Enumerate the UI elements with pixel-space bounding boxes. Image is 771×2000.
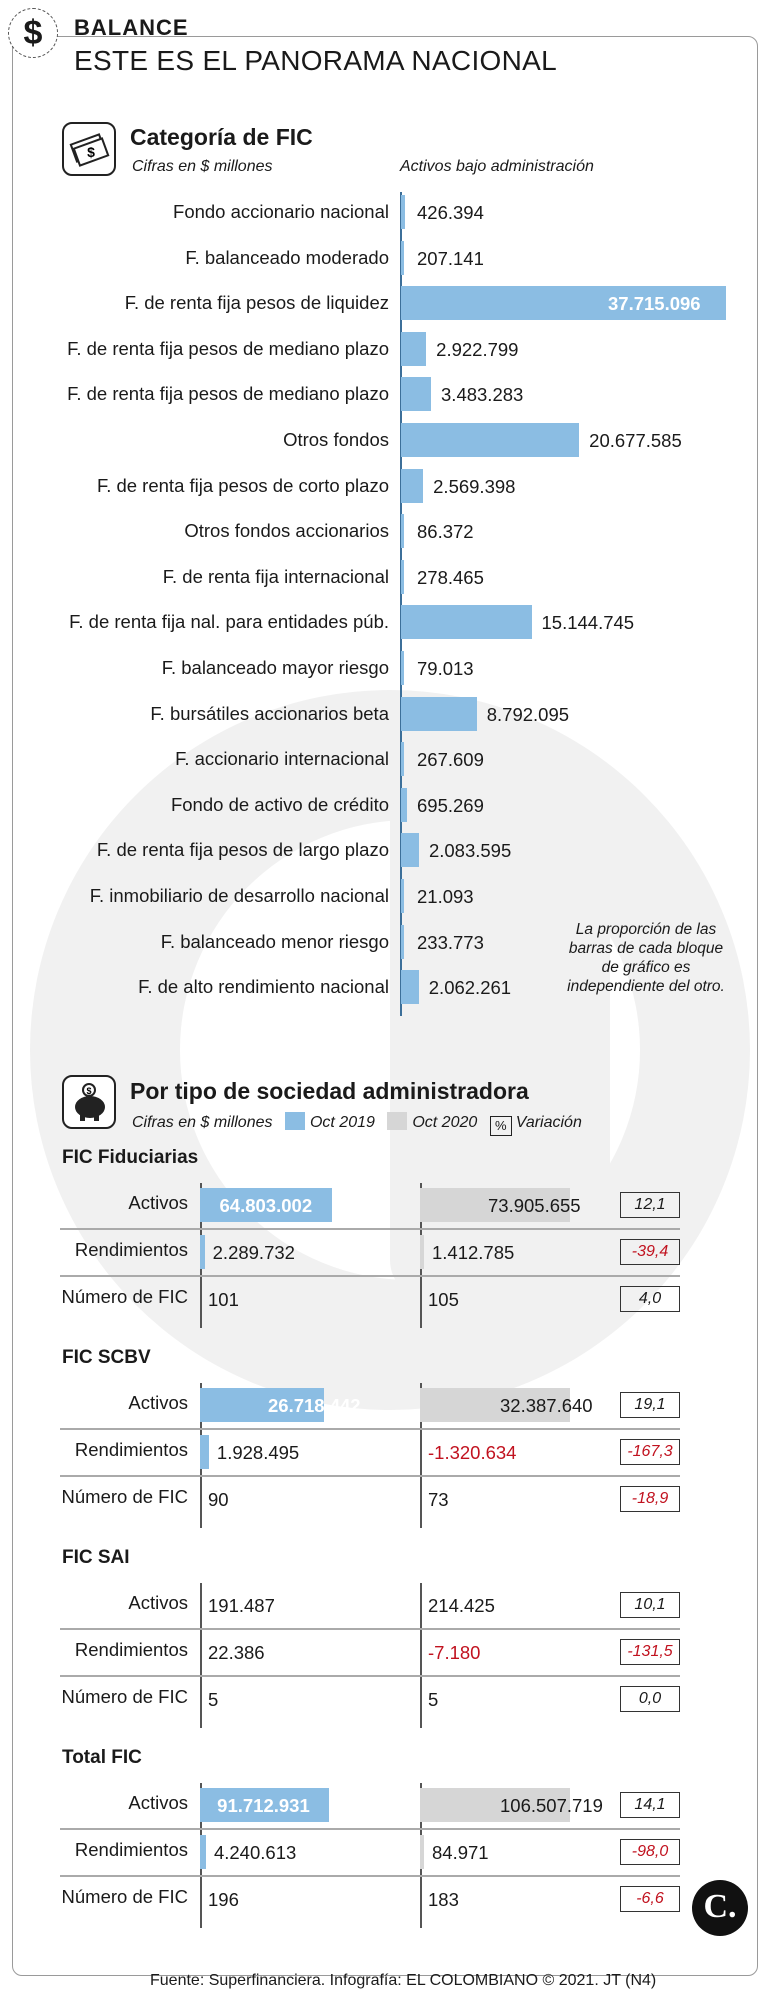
cell-oct2019: 4.240.613 [213, 1842, 297, 1863]
category-value-label: 695.269 [417, 794, 484, 816]
cell-oct2019: 90 [208, 1489, 229, 1510]
percent-icon: % [490, 1116, 512, 1136]
cell-oct2020: 105 [428, 1289, 459, 1310]
category-bar [401, 560, 404, 594]
row-label: Rendimientos [74, 1439, 188, 1460]
category-label: Otros fondos [283, 429, 389, 450]
legend-swatch-2019 [285, 1112, 305, 1130]
variation-box: -39,4 [620, 1239, 680, 1265]
independent-scale-note: La proporción de las barras de cada bloque de gráfico es independiente del otro. [567, 921, 725, 995]
category-label: F. de alto rendimiento nacional [138, 976, 389, 998]
category-label: F. de renta fija pesos de liquidez [124, 292, 389, 314]
row-divider [60, 1828, 680, 1830]
category-label: F. de renta fija pesos de largo plazo [96, 839, 389, 861]
category-bar [401, 879, 404, 913]
cell-oct2020: 84.971 [432, 1842, 489, 1863]
bar-oct2019 [200, 1835, 206, 1869]
category-units: Cifras en $ millones [132, 158, 273, 175]
category-bar [401, 697, 477, 731]
cell-oct2020: 5 [428, 1689, 439, 1710]
row-divider [60, 1428, 680, 1430]
category-value-label: 426.394 [417, 202, 484, 223]
source-footer: Fuente: Superfinanciera. Infografía: EL COLOMBIANO © 2021. JT (N4) [150, 1972, 657, 1989]
category-bar [401, 925, 404, 959]
bar-oct2019 [200, 1235, 205, 1269]
cell-oct2020: 106.507.719 [500, 1795, 603, 1816]
category-bar [401, 195, 405, 229]
variation-box: -6,6 [620, 1886, 680, 1912]
category-label: Fondo accionario nacional [173, 201, 389, 222]
category-label: Fondo de activo de crédito [170, 793, 389, 815]
variation-box: 12,1 [620, 1192, 680, 1218]
category-bar [401, 332, 426, 366]
category-label: F. inmobiliario de desarrollo nacional [89, 885, 389, 906]
row-label: Número de FIC [61, 1686, 188, 1707]
legend-label-2020: Oct 2020 [412, 1114, 478, 1131]
page-title: ESTE ES EL PANORAMA NACIONAL [74, 45, 557, 76]
category-bar [401, 605, 532, 639]
category-value-label: 79.013 [417, 658, 474, 679]
variation-box: -98,0 [620, 1839, 680, 1865]
money-bills-icon [62, 122, 116, 176]
category-value-label: 2.922.799 [436, 338, 519, 360]
group-title: FIC SCBV [62, 1347, 151, 1368]
bar-oct2020 [420, 1835, 424, 1869]
legend-label-variation: Variación [515, 1114, 582, 1131]
category-label: F. bursátiles accionarios beta [150, 702, 389, 724]
category-bar [401, 377, 431, 411]
category-bar [401, 514, 404, 548]
cell-oct2020: 73 [428, 1489, 449, 1510]
group-separator-2020 [420, 1583, 422, 1728]
svg-text:$: $ [87, 144, 95, 160]
category-label: F. balanceado mayor riesgo [161, 657, 389, 678]
svg-text:$: $ [86, 1086, 92, 1096]
cell-oct2020: 73.905.655 [488, 1195, 581, 1216]
cell-oct2020: -1.320.634 [428, 1442, 517, 1463]
row-label: Número de FIC [61, 1286, 188, 1307]
row-divider [60, 1628, 680, 1630]
category-value-label: 2.062.261 [428, 977, 512, 999]
category-value-label: 233.773 [417, 931, 484, 953]
category-title: Categoría de FIC [130, 124, 313, 150]
dollar-sign-icon: $ [8, 8, 58, 58]
cell-oct2019: 196 [208, 1889, 239, 1910]
row-label: Activos [128, 1792, 188, 1813]
variation-box: -167,3 [620, 1439, 680, 1465]
cell-oct2019: 26.718.442 [268, 1395, 361, 1416]
variation-box: 4,0 [620, 1286, 680, 1312]
row-divider [60, 1275, 680, 1277]
row-label: Número de FIC [61, 1486, 188, 1507]
category-value-label: 86.372 [417, 521, 474, 543]
category-value-label: 8.792.095 [486, 703, 570, 725]
category-column-header: Activos bajo administración [400, 158, 594, 175]
category-bar [401, 651, 404, 685]
category-value-label: 2.569.398 [433, 475, 516, 497]
cell-oct2020: 214.425 [428, 1595, 495, 1616]
variation-box: 19,1 [620, 1392, 680, 1418]
category-bar [401, 423, 579, 457]
bar-oct2020 [420, 1235, 424, 1269]
variation-box: 14,1 [620, 1792, 680, 1818]
row-divider [60, 1475, 680, 1477]
society-legend [132, 1112, 582, 1136]
variation-box: 0,0 [620, 1686, 680, 1712]
category-bar [401, 469, 423, 503]
row-label: Número de FIC [61, 1886, 188, 1907]
category-bar [401, 742, 404, 776]
category-value-label: 15.144.745 [541, 612, 635, 634]
variation-box: 10,1 [620, 1592, 680, 1618]
category-bar [401, 833, 419, 867]
bar-oct2019 [200, 1435, 209, 1469]
cell-oct2019: 22.386 [208, 1642, 265, 1663]
legend-label-2019: Oct 2019 [309, 1114, 375, 1131]
cell-oct2019: 1.928.495 [216, 1442, 300, 1463]
group-title: FIC Fiduciarias [62, 1147, 199, 1168]
society-title: Por tipo de sociedad administradora [130, 1078, 529, 1104]
category-label: F. de renta fija nal. para entidades púb. [69, 611, 389, 633]
cell-oct2019: 2.289.732 [212, 1242, 295, 1263]
category-value-label: 20.677.585 [589, 430, 682, 451]
legend-swatch-2020 [387, 1112, 407, 1130]
row-label: Activos [128, 1392, 188, 1413]
row-divider [60, 1875, 680, 1877]
piggy-bank-icon [62, 1075, 116, 1129]
row-divider [60, 1675, 680, 1677]
category-value-label: 3.483.283 [441, 384, 524, 406]
row-label: Activos [128, 1592, 188, 1613]
category-bar [401, 788, 407, 822]
cell-oct2020: 183 [428, 1889, 459, 1910]
cell-oct2019: 191.487 [208, 1595, 275, 1616]
el-colombiano-logo: C. [692, 1880, 748, 1936]
variation-box: -18,9 [620, 1486, 680, 1512]
cell-oct2019: 91.712.931 [217, 1795, 310, 1816]
category-label: F. de renta fija pesos de mediano plazo [67, 337, 389, 359]
category-value-label: 207.141 [417, 247, 484, 269]
category-value-label: 278.465 [417, 566, 484, 588]
group-title: Total FIC [62, 1747, 142, 1768]
cell-oct2019: 101 [208, 1289, 239, 1310]
category-bar [401, 970, 419, 1004]
category-value-label: 267.609 [417, 749, 484, 771]
category-label: F. de renta fija pesos de corto plazo [96, 474, 389, 496]
variation-box: -131,5 [620, 1639, 680, 1665]
group-title: FIC SAI [62, 1547, 130, 1568]
row-label: Rendimientos [74, 1239, 188, 1260]
group-separator-2019 [200, 1583, 202, 1728]
category-label: F. balanceado moderado [185, 246, 389, 268]
row-label: Activos [128, 1192, 188, 1213]
cell-oct2020: 1.412.785 [432, 1242, 515, 1263]
cell-oct2020: 32.387.640 [500, 1395, 593, 1416]
category-value-label: 2.083.595 [428, 840, 512, 862]
category-label: F. accionario internacional [175, 748, 389, 770]
row-label: Rendimientos [74, 1839, 188, 1860]
row-divider [60, 1228, 680, 1230]
cell-oct2019: 64.803.002 [219, 1195, 313, 1216]
category-label: Otros fondos accionarios [184, 520, 389, 542]
society-units: Cifras en $ millones [132, 1114, 273, 1131]
row-label: Rendimientos [74, 1639, 188, 1660]
kicker: BALANCE [74, 15, 189, 40]
cell-oct2020: -7.180 [428, 1642, 481, 1663]
category-bar [401, 241, 404, 275]
category-label: F. de renta fija internacional [162, 565, 389, 587]
infographic-frame [12, 36, 758, 1976]
category-label: F. balanceado menor riesgo [160, 930, 389, 952]
cell-oct2019: 5 [208, 1689, 219, 1710]
category-label: F. de renta fija pesos de mediano plazo [67, 383, 389, 405]
category-value-label: 21.093 [417, 886, 474, 907]
category-value-label: 37.715.096 [608, 293, 701, 315]
